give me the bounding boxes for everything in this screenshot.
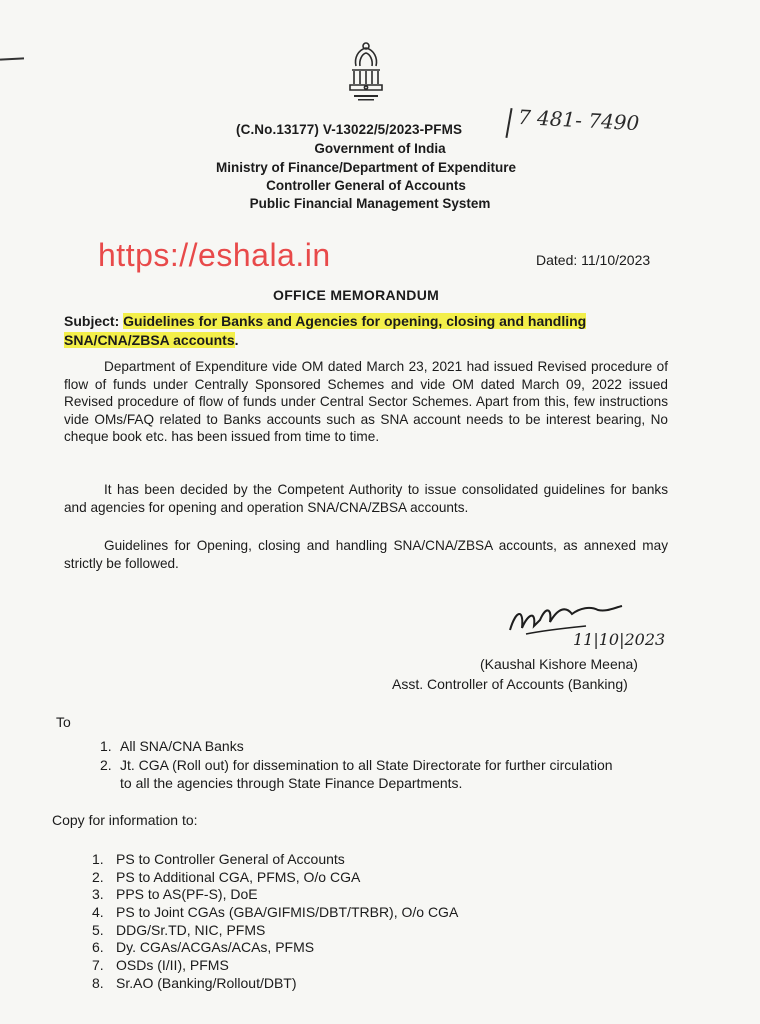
list-text: Jt. CGA (Roll out) for dissemination to all State Directorate for further circulation to all the agencies through State Finance Departments.	[120, 757, 613, 791]
header-pfms: Public Financial Management System	[249, 196, 491, 211]
signature-date: 11|10|2023	[573, 630, 666, 649]
list-item	[100, 737, 620, 755]
list-text: OSDs (I/II), PFMS	[116, 956, 229, 973]
header-government: Government of India	[314, 141, 446, 156]
list-item	[92, 956, 572, 974]
date-line: Dated: 11/10/2023	[536, 252, 651, 268]
list-number: 5.	[92, 921, 104, 938]
list-item	[92, 885, 572, 903]
handwritten-slash	[505, 108, 512, 138]
header-ministry: Ministry of Finance/Department of Expenditure	[215, 160, 517, 175]
recipient-list	[100, 737, 620, 793]
national-emblem-icon	[344, 40, 388, 102]
reference-number: (C.No.13177) V-13022/5/2023-PFMS	[236, 122, 463, 137]
list-number: 3.	[92, 886, 104, 903]
to-label: To	[56, 714, 71, 730]
paragraph-3: Guidelines for Opening, closing and handling SNA/CNA/ZBSA accounts, as annexed may strictly be followed.	[64, 538, 668, 571]
list-text: Sr.AO (Banking/Rollout/DBT)	[116, 974, 297, 991]
list-item	[100, 756, 620, 792]
list-text: PS to Additional CGA, PFMS, O/o CGA	[116, 868, 361, 885]
list-item	[92, 868, 572, 886]
list-number: 6.	[92, 939, 104, 956]
list-text: DDG/Sr.TD, NIC, PFMS	[116, 921, 266, 938]
signatory-designation: Asst. Controller of Accounts (Banking)	[392, 676, 628, 692]
signatory-name: (Kaushal Kishore Meena)	[480, 656, 638, 672]
list-text: PPS to AS(PF-S), DoE	[116, 886, 258, 903]
list-text: All SNA/CNA Banks	[120, 738, 244, 754]
pen-mark	[0, 57, 24, 60]
list-item	[92, 903, 572, 921]
list-number: 1.	[92, 850, 104, 867]
list-number: 8.	[92, 974, 104, 991]
list-text: Dy. CGAs/ACGAs/ACAs, PFMS	[116, 939, 315, 956]
list-item	[92, 974, 572, 992]
handwritten-reference: 7 481- 7490	[517, 104, 640, 136]
list-item	[92, 921, 572, 939]
website-watermark: https://eshala.in	[98, 237, 331, 273]
list-number: 2.	[92, 868, 104, 885]
list-number: 2.	[100, 757, 112, 773]
list-text: PS to Controller General of Accounts	[116, 850, 345, 867]
paragraph-1: Department of Expenditure vide OM dated March 23, 2021 had issued Revised procedure of flow of funds under Centrally Sponsored Schemes and vide OM dated March 09, 2022 issued Revised procedure of flow of funds under Central Sector Schemes. Apart from this, few instructions vide OMs/FAQ related to Banks accounts such as SNA account needs to be interest bearing, No cheque book etc. has been issued from time to time.	[64, 359, 668, 444]
subject-label: Subject:	[64, 313, 120, 329]
copy-label: Copy for information to:	[52, 812, 198, 828]
header-cga: Controller General of Accounts	[266, 178, 466, 193]
list-text: PS to Joint CGAs (GBA/GIFMIS/DBT/TRBR), O/o CGA	[116, 903, 459, 920]
copy-list	[92, 850, 572, 992]
paragraph-2: It has been decided by the Competent Authority to issue consolidated guidelines for banks and agencies for opening and operation SNA/CNA/ZBSA accounts.	[64, 482, 668, 515]
list-item	[92, 850, 572, 868]
subject-line	[64, 312, 676, 350]
list-number: 1.	[100, 738, 112, 754]
list-number: 7.	[92, 956, 104, 973]
list-item	[92, 938, 572, 956]
subject-text: Guidelines for Banks and Agencies for opening, closing and handling SNA/CNA/ZBSA accounts	[64, 313, 587, 348]
memo-title: OFFICE MEMORANDUM	[273, 287, 440, 303]
list-number: 4.	[92, 903, 104, 920]
subject-period: .	[234, 332, 239, 348]
